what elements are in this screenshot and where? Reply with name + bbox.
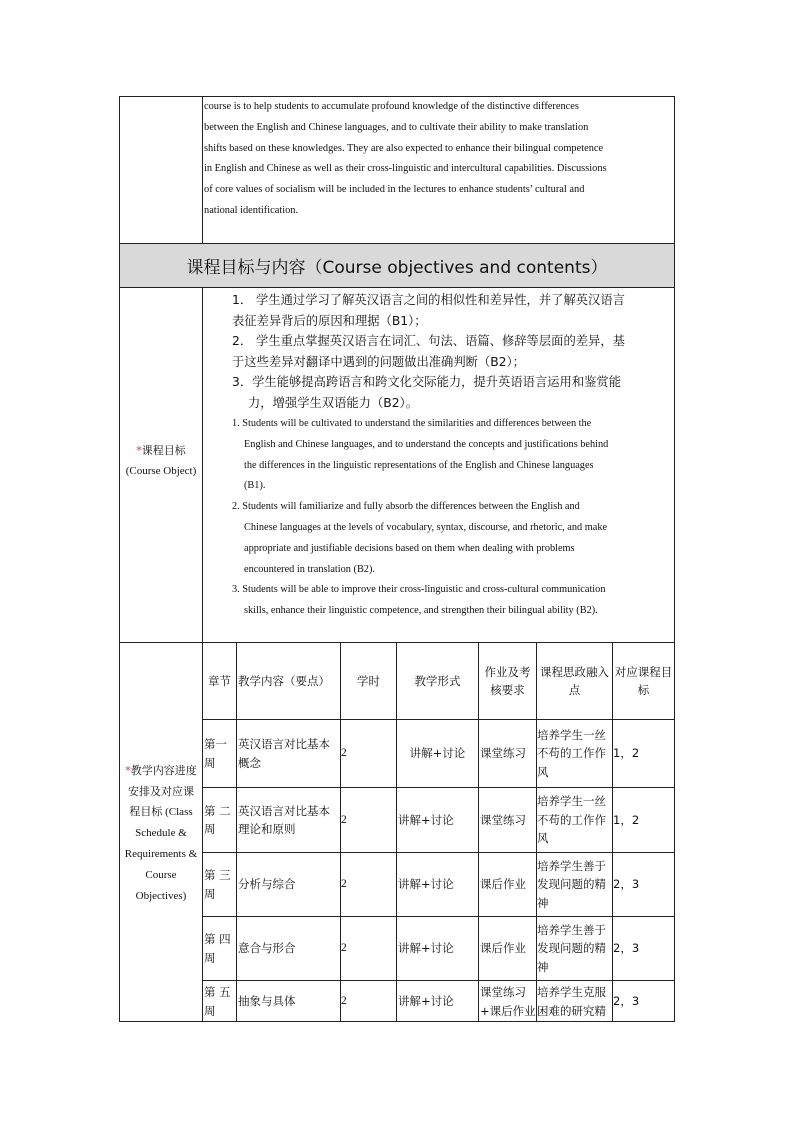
schedule-label-line: Requirements & xyxy=(124,848,198,860)
schedule-label-line: Schedule & xyxy=(135,827,187,839)
objective-en-line: appropriate and justifiable decisions based on them when dealing with problems xyxy=(244,542,575,554)
objective-cn-line: 2． 学生重点掌握英汉语言在词汇、句法、语篇、修辞等层面的差异，基 xyxy=(232,334,625,348)
divider xyxy=(202,96,203,243)
header-week: 章节 xyxy=(208,673,231,688)
objectives-label xyxy=(120,440,202,482)
objective-cn-line: 3．学生能够提高跨语言和跨文化交际能力，提升英语语言运用和鉴赏能 xyxy=(232,375,622,389)
week-cell: 第 五周 xyxy=(204,985,231,1018)
objective-en-line: 3. Students will be able to improve their cross-linguistic and cross-cultural communication xyxy=(232,584,606,596)
content-cell: 分析与综合 xyxy=(238,877,296,892)
objective-cell: 1，2 xyxy=(613,812,640,827)
objective-en-line: Chinese languages at the levels of vocabulary, syntax, discourse, and rhetoric, and make xyxy=(244,521,608,533)
description-line: national identification. xyxy=(204,204,299,216)
objective-en-line: skills, enhance their linguistic competence, and strengthen their bilingual ability (B2). xyxy=(244,605,598,617)
header-hours: 学时 xyxy=(357,673,380,688)
description-line: in English and Chinese as well as their cross-linguistic and intercultural capabilities. Discussions xyxy=(204,163,607,175)
objective-cn-line: 于这些差异对翻译中遇到的问题做出准确判断（B2）； xyxy=(232,354,525,369)
schedule-label xyxy=(120,760,202,907)
header-ideology: 课程思政融入点 xyxy=(540,664,609,697)
objective-cn-line: 1． 学生通过学习了解英汉语言之间的相似性和差异性，并了解英汉语言 xyxy=(232,293,625,307)
objective-cell: 2，3 xyxy=(613,941,640,956)
schedule-label-line: 教学内容进度 xyxy=(130,764,197,777)
objective-cell: 1，2 xyxy=(613,746,640,761)
objective-en-line: 2. Students will familiarize and fully absorb the differences between the English and xyxy=(232,501,580,513)
header-homework: 作业及考核要求 xyxy=(484,664,531,697)
ideology-cell: 培养学生克服困难的研究精 xyxy=(537,985,606,1018)
description-line: shifts based on these knowledges. They are also expected to enhance their bilingual competence xyxy=(204,142,604,154)
hours-cell: 2 xyxy=(341,995,347,1008)
hours-cell: 2 xyxy=(341,942,347,955)
objective-cn-line: 力，增强学生双语能力（B2）。 xyxy=(248,395,418,410)
content-cell: 抽象与具体 xyxy=(238,994,296,1009)
divider xyxy=(236,642,237,1022)
form-cell: 讲解+讨论 xyxy=(409,746,466,761)
form-cell: 讲解+讨论 xyxy=(398,877,454,892)
objective-en-line: the differences in the linguistic representations of the English and Chinese languages xyxy=(244,459,594,471)
form-cell: 讲解+讨论 xyxy=(398,994,454,1009)
course-description xyxy=(204,97,672,222)
homework-cell: 课堂练习 xyxy=(480,746,526,761)
divider xyxy=(478,642,479,1022)
homework-cell: 课后作业 xyxy=(480,877,526,892)
ideology-cell: 培养学生一丝不苟的工作作风 xyxy=(537,794,606,846)
header-form: 教学形式 xyxy=(414,673,461,688)
hours-cell: 2 xyxy=(341,813,347,826)
objective-en-line: 1. Students will be cultivated to understand the similarities and differences between the xyxy=(232,418,592,429)
form-cell: 讲解+讨论 xyxy=(398,941,454,956)
description-line: of core values of socialism will be included in the lectures to enhance students’ cultural and xyxy=(204,184,585,196)
required-marker: * xyxy=(125,764,131,777)
objectives-label-en: (Course Object) xyxy=(125,465,197,477)
hours-cell: 2 xyxy=(341,747,347,760)
objectives-en xyxy=(204,414,674,622)
header-objective: 对应课程目标 xyxy=(614,664,673,697)
hours-cell: 2 xyxy=(341,878,347,891)
objective-en-line: encountered in translation (B2). xyxy=(244,563,375,575)
homework-cell: 课堂练习+课后作业 xyxy=(480,985,536,1018)
objectives-label-cn: 课程目标 xyxy=(141,444,186,457)
content-cell: 英汉语言对比基本概念 xyxy=(238,737,330,770)
week-cell: 第 四周 xyxy=(204,932,231,965)
form-cell: 讲解+讨论 xyxy=(398,812,454,827)
header-content: 教学内容（要点） xyxy=(238,673,330,688)
content-cell: 意合与形合 xyxy=(238,941,296,956)
required-marker: * xyxy=(136,444,142,457)
objective-en-line: English and Chinese languages, and to understand the concepts and justifications behind xyxy=(244,438,609,450)
ideology-cell: 培养学生善于发现问题的精神 xyxy=(537,858,606,910)
schedule-label-line: Course xyxy=(145,869,177,881)
objectives-cn xyxy=(204,290,674,413)
homework-cell: 课后作业 xyxy=(480,941,526,956)
objective-en-line: (B1). xyxy=(244,480,266,492)
schedule-label-line: Objectives) xyxy=(135,890,187,902)
schedule-label-line: 安排及对应课 xyxy=(128,785,194,798)
homework-cell: 课堂练习 xyxy=(480,812,526,827)
week-cell: 第一周 xyxy=(204,737,227,770)
content-cell: 英汉语言对比基本理论和原则 xyxy=(238,803,330,836)
ideology-cell: 培养学生一丝不苟的工作作风 xyxy=(537,727,606,779)
description-line: course is to help students to accumulate profound knowledge of the distinctive differences xyxy=(204,101,579,112)
week-cell: 第 二周 xyxy=(204,803,231,836)
section-title: 课程目标与内容（Course objectives and contents） xyxy=(186,258,608,278)
objective-cn-line: 表征差异背后的原因和理据（B1）； xyxy=(232,313,427,328)
section-heading xyxy=(120,244,674,287)
description-line: between the English and Chinese languages, and to cultivate their ability to make translation xyxy=(204,121,589,133)
objective-cell: 2，3 xyxy=(613,877,640,892)
objective-cell: 2，3 xyxy=(613,994,640,1009)
week-cell: 第 三周 xyxy=(204,868,231,901)
schedule-label-line: 程目标 (Class xyxy=(129,806,193,818)
ideology-cell: 培养学生善于发现问题的精神 xyxy=(537,922,606,974)
